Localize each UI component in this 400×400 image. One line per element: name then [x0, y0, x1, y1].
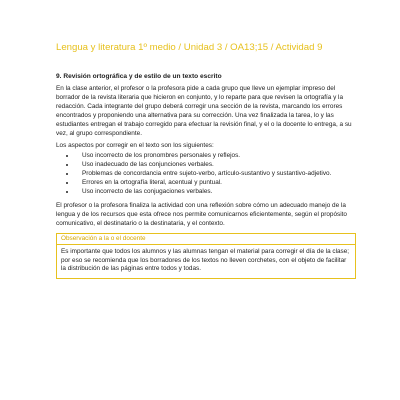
teacher-note-title: Observación a la o el docente [57, 234, 355, 245]
list-item: • Uso incorrecto de las conjugaciones verbales. [76, 188, 356, 197]
section-title: 9. Revisión ortográfica y de estilo de un texto escrito [56, 73, 222, 80]
list-item: • Uso incorrecto de los pronombres personales y reflejos. [76, 152, 356, 161]
list-item: • Errores en la ortografía literal, acentual y puntual. [76, 179, 356, 188]
intro-paragraph: En la clase anterior, el profesor o la profesora pide a cada grupo que lleve un ejemplar impreso del borrador de la revista literaria que hicieron en conjunto, y lo reparte para que revisen la ortografía y la redacción. Cada integrante del grupo deberá corregir una sección de la revista, marcando los errores encontrados y proponiendo una alternativa para su corrección. Una vez finalizada la tarea, lo y las estudiantes entregan el trabajo corregido para efectuar la revisión final, y el o la docente lo entrega, a su vez, al grupo correspondiente. [56, 85, 352, 137]
aspects-list [56, 152, 356, 197]
list-item: • Problemas de concordancia entre sujeto-verbo, artículo-sustantivo y sustantivo-adjetivo. [76, 170, 356, 179]
list-item: • Uso inadecuado de las conjunciones verbales. [76, 161, 356, 170]
document-body [56, 73, 356, 279]
page-header: Lengua y literatura 1º medio / Unidad 3 / OA13;15 / Actividad 9 [56, 42, 323, 53]
teacher-note-body: Es importante que todos los alumnos y las alumnas tengan el material para corregir el día de la clase; por eso se recomienda que los borradores de los textos no lleven corchetes, con el objeto de facilitar la distribución de las páginas entre todos y todas. [61, 247, 350, 273]
list-intro: Los aspectos por corregir en el texto son los siguientes: [56, 142, 214, 150]
closing-paragraph: El profesor o la profesora finaliza la actividad con una reflexión sobre cómo un adecuado manejo de la lengua y de los recursos que esta ofrece nos permite comunicarnos eficientemente, según el propósito comunicativo, el destinatario o la destinataria, y el contexto. [56, 201, 347, 227]
teacher-note-box [56, 233, 356, 280]
